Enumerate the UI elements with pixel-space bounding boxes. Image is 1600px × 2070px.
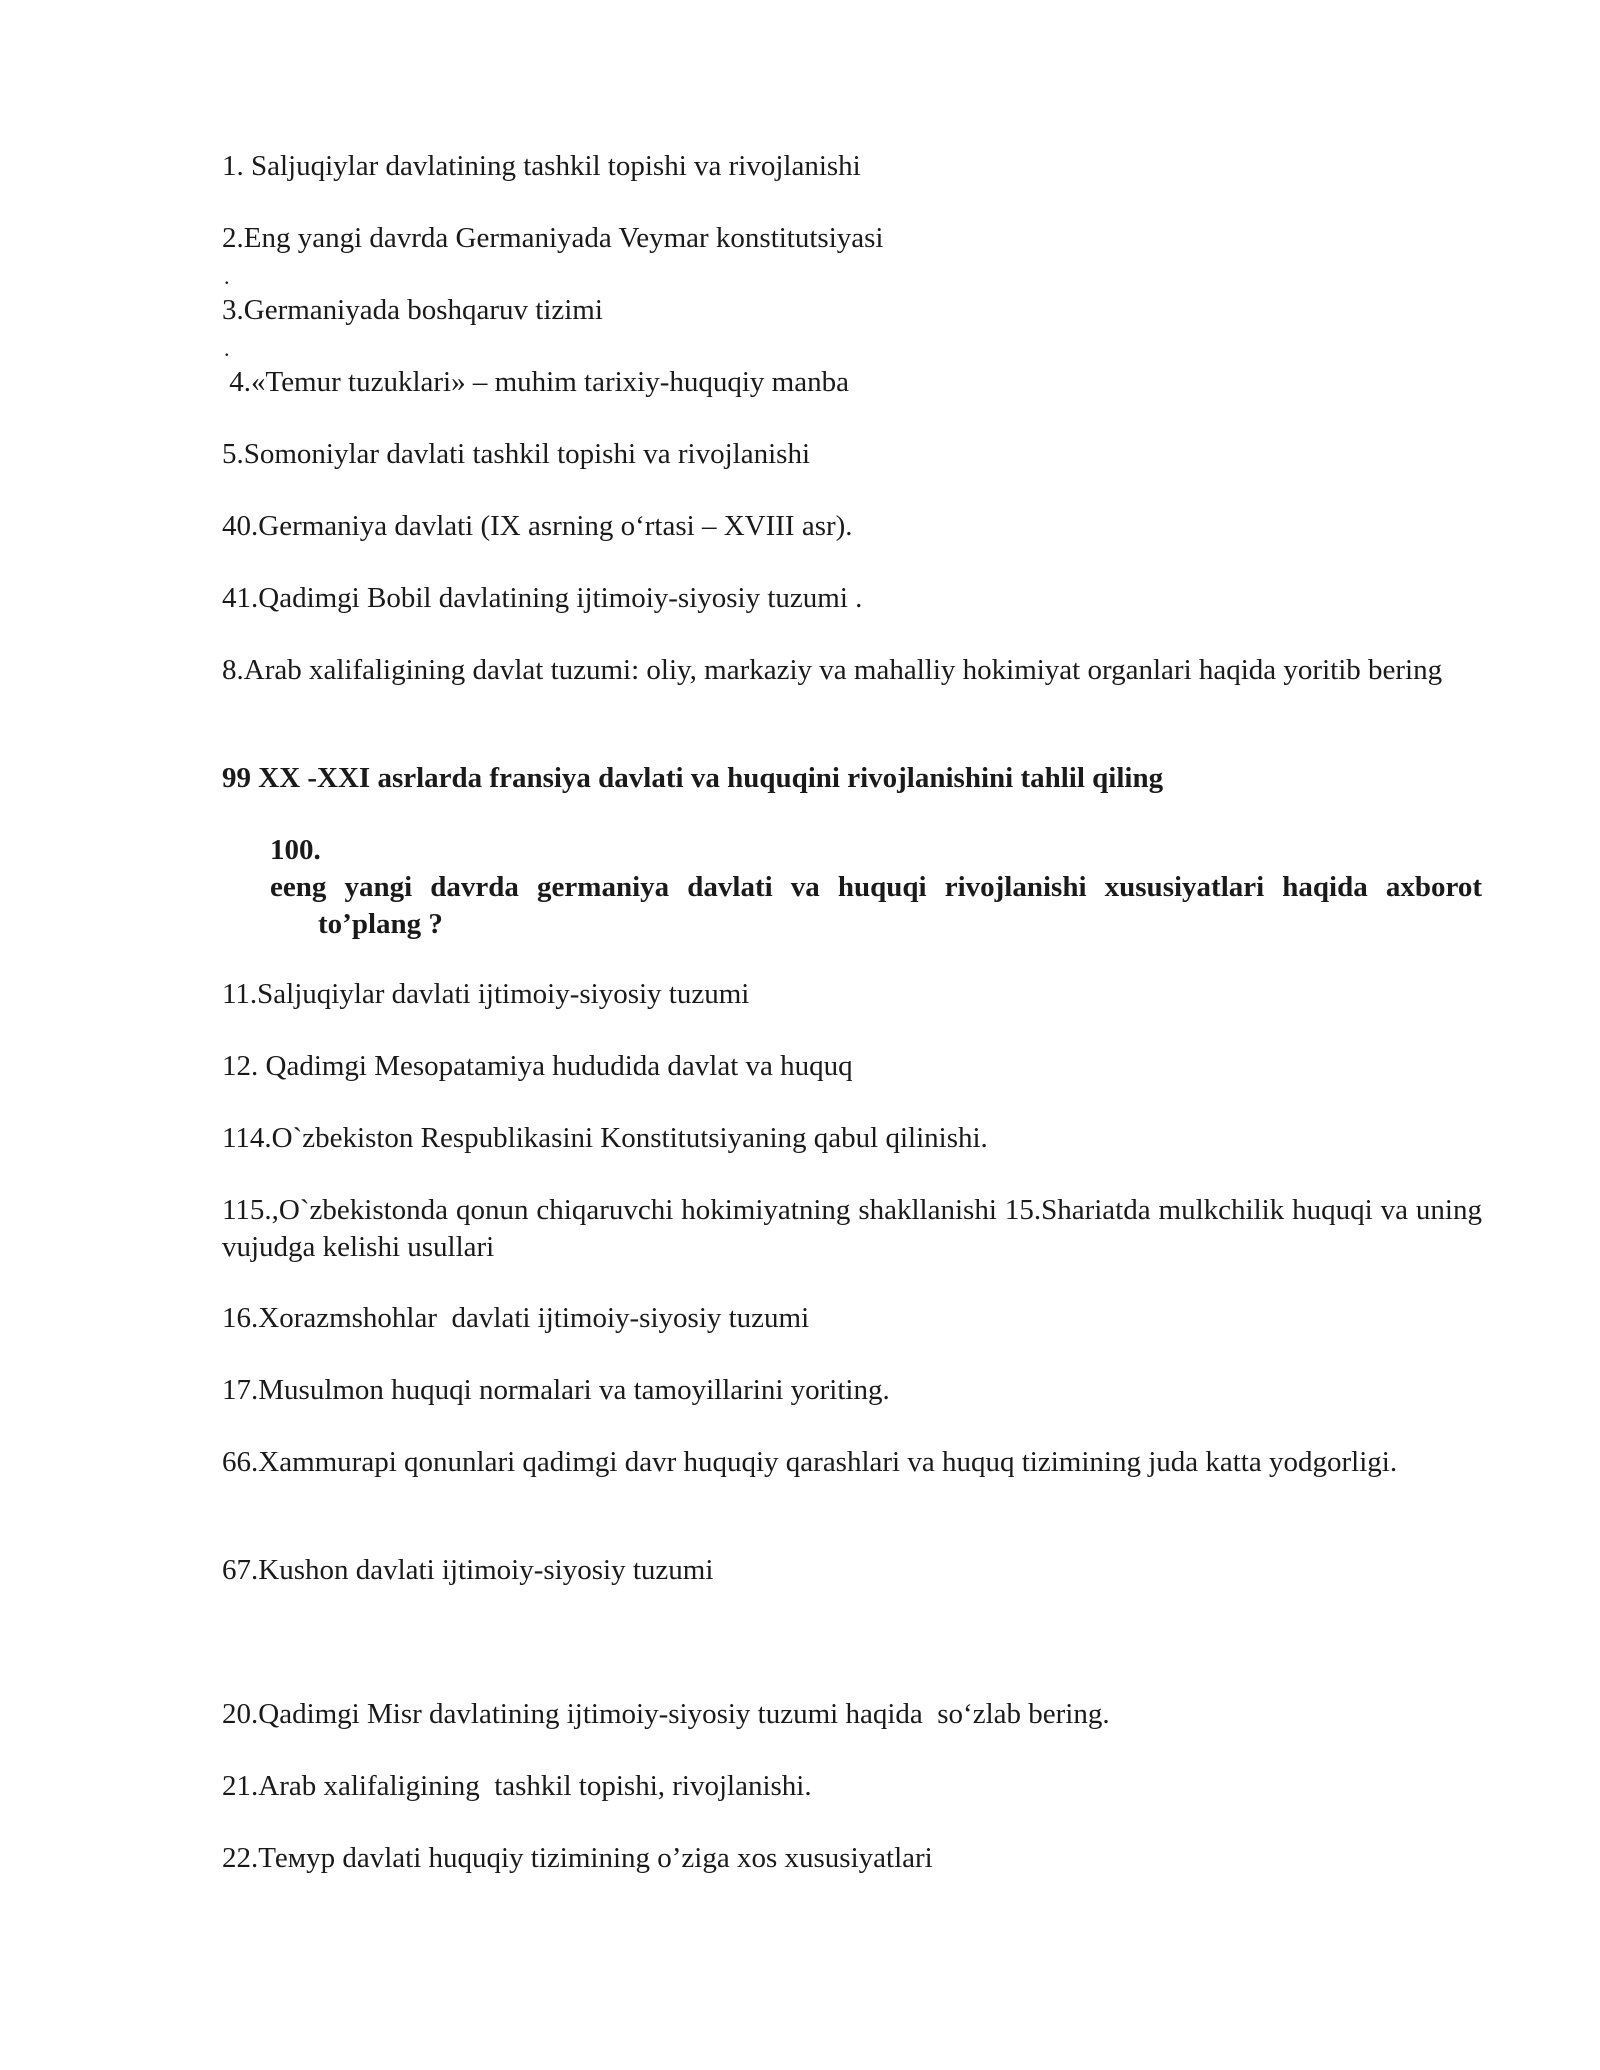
list-item: 3.Germaniyada boshqaruv tizimi: [222, 294, 603, 326]
list-item: 8.Arab xalifaligining davlat tuzumi: oliy, markaziy va mahalliy hokimiyat organlari haqida yoritib bering: [222, 654, 1443, 686]
stray-dot: .: [224, 264, 230, 289]
list-item: 16.Xorazmshohlar davlati ijtimoiy-siyosiy tuzumi: [222, 1302, 810, 1334]
list-item-bold: 99 XX -XXI asrlarda fransiya davlati va huquqini rivojlanishini tahlil qiling: [222, 762, 1164, 794]
list-item: 21.Arab xalifaligining tashkil topishi, rivojlanishi.: [222, 1770, 812, 1802]
stray-dot: .: [224, 336, 230, 361]
list-item: 11.Saljuqiylar davlati ijtimoiy-siyosiy tuzumi: [222, 978, 750, 1010]
list-item: 12. Qadimgi Mesopatamiya hududida davlat va huquq: [222, 1050, 853, 1082]
list-item: 17.Musulmon huquqi normalari va tamoyillarini yoriting.: [222, 1374, 890, 1406]
list-item: 20.Qadimgi Misr davlatining ijtimoiy-siyosiy tuzumi haqida so‘zlab bering.: [222, 1698, 1110, 1730]
question-100-number: 100.: [270, 834, 321, 866]
list-item: 41.Qadimgi Bobil davlatining ijtimoiy-siyosiy tuzumi .: [222, 582, 863, 614]
list-item: 22.Темур davlati huquqiy tizimining o’ziga xos xususiyatlari: [222, 1842, 933, 1874]
list-item: 67.Kushon davlati ijtimoiy-siyosiy tuzumi: [222, 1554, 714, 1586]
list-item: 66.Xammurapi qonunlari qadimgi davr huquqiy qarashlari va huquq tizimining juda katta yodgorligi.: [222, 1446, 1398, 1478]
list-item: 4.«Temur tuzuklari» – muhim tarixiy-huquqiy manba: [222, 366, 849, 398]
question-100-text: eeng yangi davrda germaniya davlati va huquqi rivojlanishi xususiyatlari haqida axborot to’plang ?: [270, 871, 1482, 940]
list-item: 114.O`zbekiston Respublikasini Konstitutsiyaning qabul qilinishi.: [222, 1122, 988, 1154]
question-100: [270, 832, 1482, 943]
list-item: 115.,O`zbekistonda qonun chiqaruvchi hokimiyatning shakllanishi 15.Shariatda mulkchilik huquqi va uning vujudga kelishi usullari: [222, 1194, 1482, 1263]
list-item: 5.Somoniylar davlati tashkil topishi va rivojlanishi: [222, 438, 811, 470]
list-item: 1. Saljuqiylar davlatining tashkil topishi va rivojlanishi: [222, 150, 861, 182]
list-item: 40.Germaniya davlati (IX asrning o‘rtasi – XVIII asr).: [222, 510, 853, 542]
list-item: 2.Eng yangi davrda Germaniyada Veymar konstitutsiyasi: [222, 222, 884, 254]
